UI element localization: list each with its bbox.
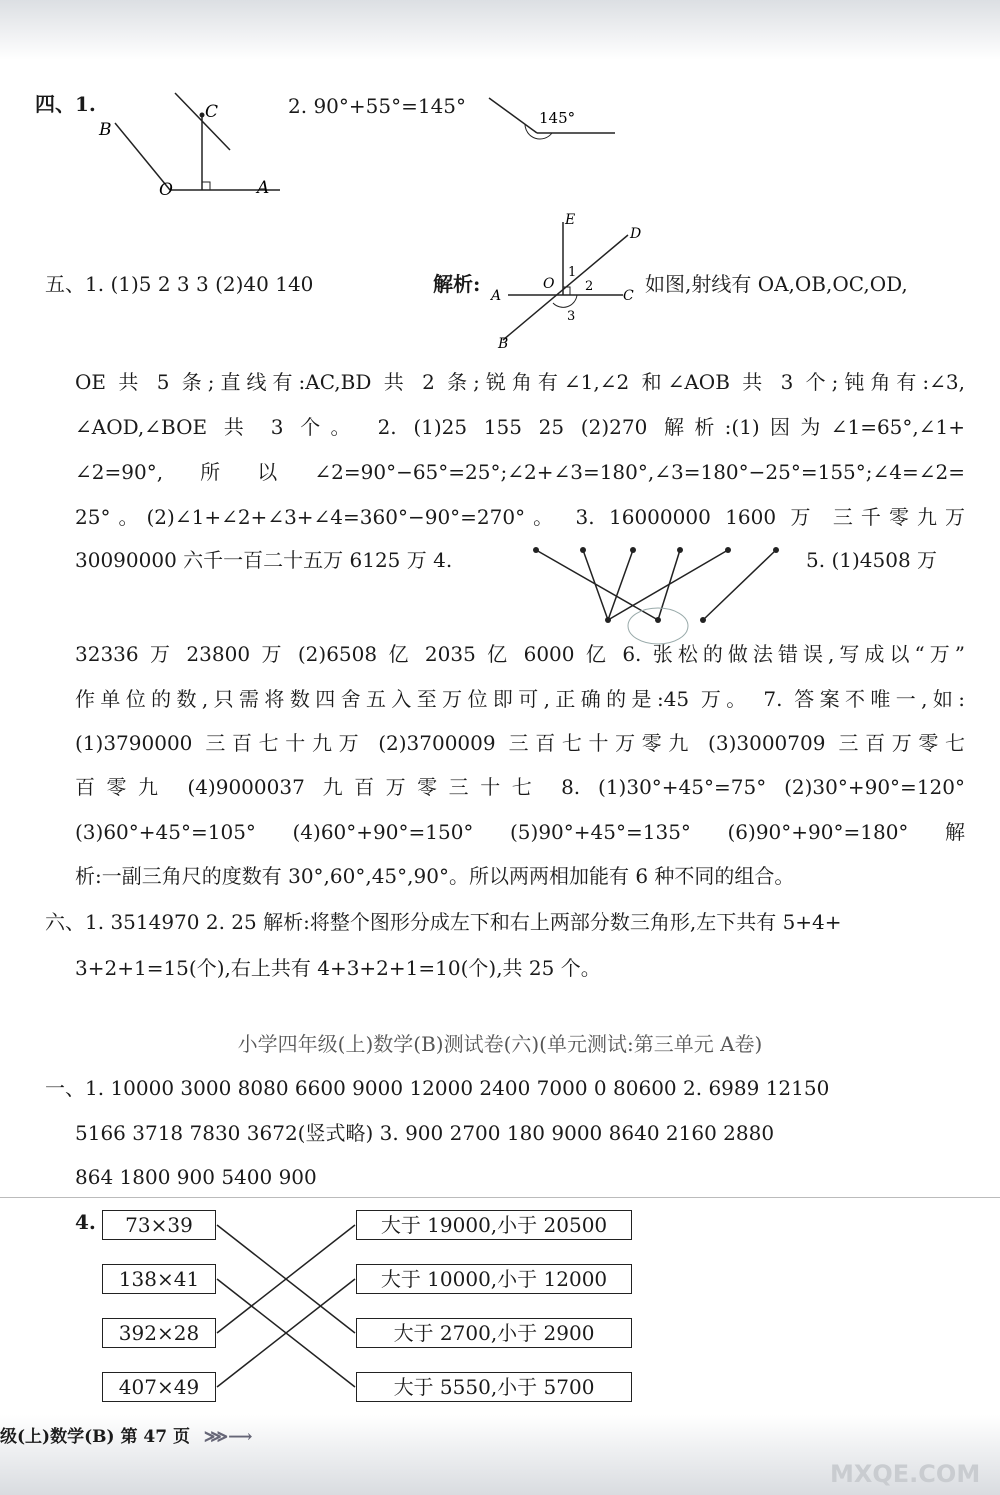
section5-line11: (3)60°+45°=105° (4)60°+90°=150° (5)90°+45°=135° (6)90°+90°=180° 解 [75, 820, 965, 844]
section5-line12: 析:一副三角尺的度数有 30°,60°,45°,90°。所以两两相加能有 6 种不同的组合。 [75, 864, 795, 888]
section5-line7: 32336 万 23800 万 (2)6508 亿 2035 亿 6000 亿 6. 张松的做法错误,写成以“万” [75, 642, 965, 666]
fig-1: 1 [568, 265, 577, 280]
fig-a: A [491, 288, 502, 304]
section5-line3: ∠AOD,∠BOE 共 3 个。 2. (1)25 155 25 (2)270 解析:(1)因为∠1=65°,∠1+ [75, 415, 965, 439]
page-top-shade [0, 0, 1000, 60]
fig-e: E [565, 212, 576, 228]
matching-connectors [215, 1210, 357, 1410]
section5-line6-left: 30090000 六千一百二十五万 6125 万 4. [75, 548, 453, 572]
section5-jiexi: 解析: [433, 272, 481, 296]
point-b-label: B [99, 120, 112, 140]
right-box-3: 大于 2700,小于 2900 [356, 1318, 632, 1348]
right-box-4: 大于 5550,小于 5700 [356, 1372, 632, 1402]
section5-line5: 25°。(2)∠1+∠2+∠3+∠4=360°−90°=270°。 3. 16000000 1600 万 三千零九万 [75, 505, 965, 529]
left-box-4: 407×49 [102, 1372, 216, 1402]
section1-line2: 5166 3718 7830 3672(竖式略) 3. 900 2700 180 9000 8640 2160 2880 [75, 1121, 775, 1145]
fig-d: D [630, 226, 642, 242]
fig-o: O [543, 276, 555, 292]
footer-text: 级(上)数学(B) 第 47 页 [0, 1427, 190, 1447]
section1-line1: 一、1. 10000 3000 8080 6600 9000 12000 2400 7000 0 80600 2. 6989 12150 [45, 1076, 830, 1100]
matching-lines-diagram [528, 540, 788, 650]
left-box-2: 138×41 [102, 1264, 216, 1294]
section5-line9: (1)3790000 三百七十九万 (2)3700009 三百七十万零九 (3)3000709 三百万零七 [75, 731, 965, 755]
watermark: MXQE.COM [830, 1460, 981, 1488]
angle-145-label: 145° [539, 109, 576, 127]
fig-b: B [498, 336, 509, 350]
left-box-1: 73×39 [102, 1210, 216, 1240]
fig-3: 3 [567, 309, 576, 324]
section1-line3: 864 1800 900 5400 900 [75, 1165, 317, 1189]
angle-diagram-145 [485, 88, 625, 148]
arrow-icon: ⋙⟶ [203, 1427, 253, 1447]
point-o-label: O [159, 180, 173, 200]
fig-c: C [623, 288, 634, 304]
section5-line1-suffix: 如图,射线有 OA,OB,OC,OD, [645, 272, 908, 296]
matching-label: 4. [75, 1210, 96, 1234]
section5-line6-right: 5. (1)4508 万 [806, 548, 938, 572]
section5-line8: 作单位的数,只需将数四舍五入至万位即可,正确的是:45 万。 7. 答案不唯一,如: [75, 687, 965, 711]
section5-line2: OE 共 5 条;直线有:AC,BD 共 2 条;锐角有∠1,∠2 和∠AOB 共 3 个;钝角有:∠3, [75, 370, 965, 394]
section6-line1: 六、1. 3514970 2. 25 解析:将整个图形分成左下和右上两部分数三角形,左下共有 5+4+ [45, 910, 842, 934]
section5-line10: 百零九 (4)9000037 九百万零三十七 8. (1)30°+45°=75° (2)30°+90°=120° [75, 775, 965, 799]
rays-diagram [488, 210, 648, 350]
fig-2: 2 [585, 279, 594, 294]
left-box-3: 392×28 [102, 1318, 216, 1348]
point-a-label: A [257, 178, 270, 198]
point-c-label: C [205, 102, 219, 122]
angle-diagram-1 [95, 85, 285, 205]
page-footer [0, 1422, 252, 1447]
right-box-2: 大于 10000,小于 12000 [356, 1264, 632, 1294]
section5-line1-prefix: 五、1. (1)5 2 3 3 (2)40 140 [45, 272, 314, 296]
test-title: 小学四年级(上)数学(B)测试卷(六)(单元测试:第三单元 A卷) [237, 1032, 763, 1056]
page-divider [0, 1197, 1000, 1198]
section5-line4: ∠2=90°,所以∠2=90°−65°=25°;∠2+∠3=180°,∠3=180°−25°=155°;∠4=∠2= [75, 460, 965, 484]
section4-q2: 2. 90°+55°=145° [288, 94, 467, 118]
section4-label: 四、1. [35, 92, 96, 116]
right-box-1: 大于 19000,小于 20500 [356, 1210, 632, 1240]
section6-line2: 3+2+1=15(个),右上共有 4+3+2+1=10(个),共 25 个。 [75, 956, 601, 980]
